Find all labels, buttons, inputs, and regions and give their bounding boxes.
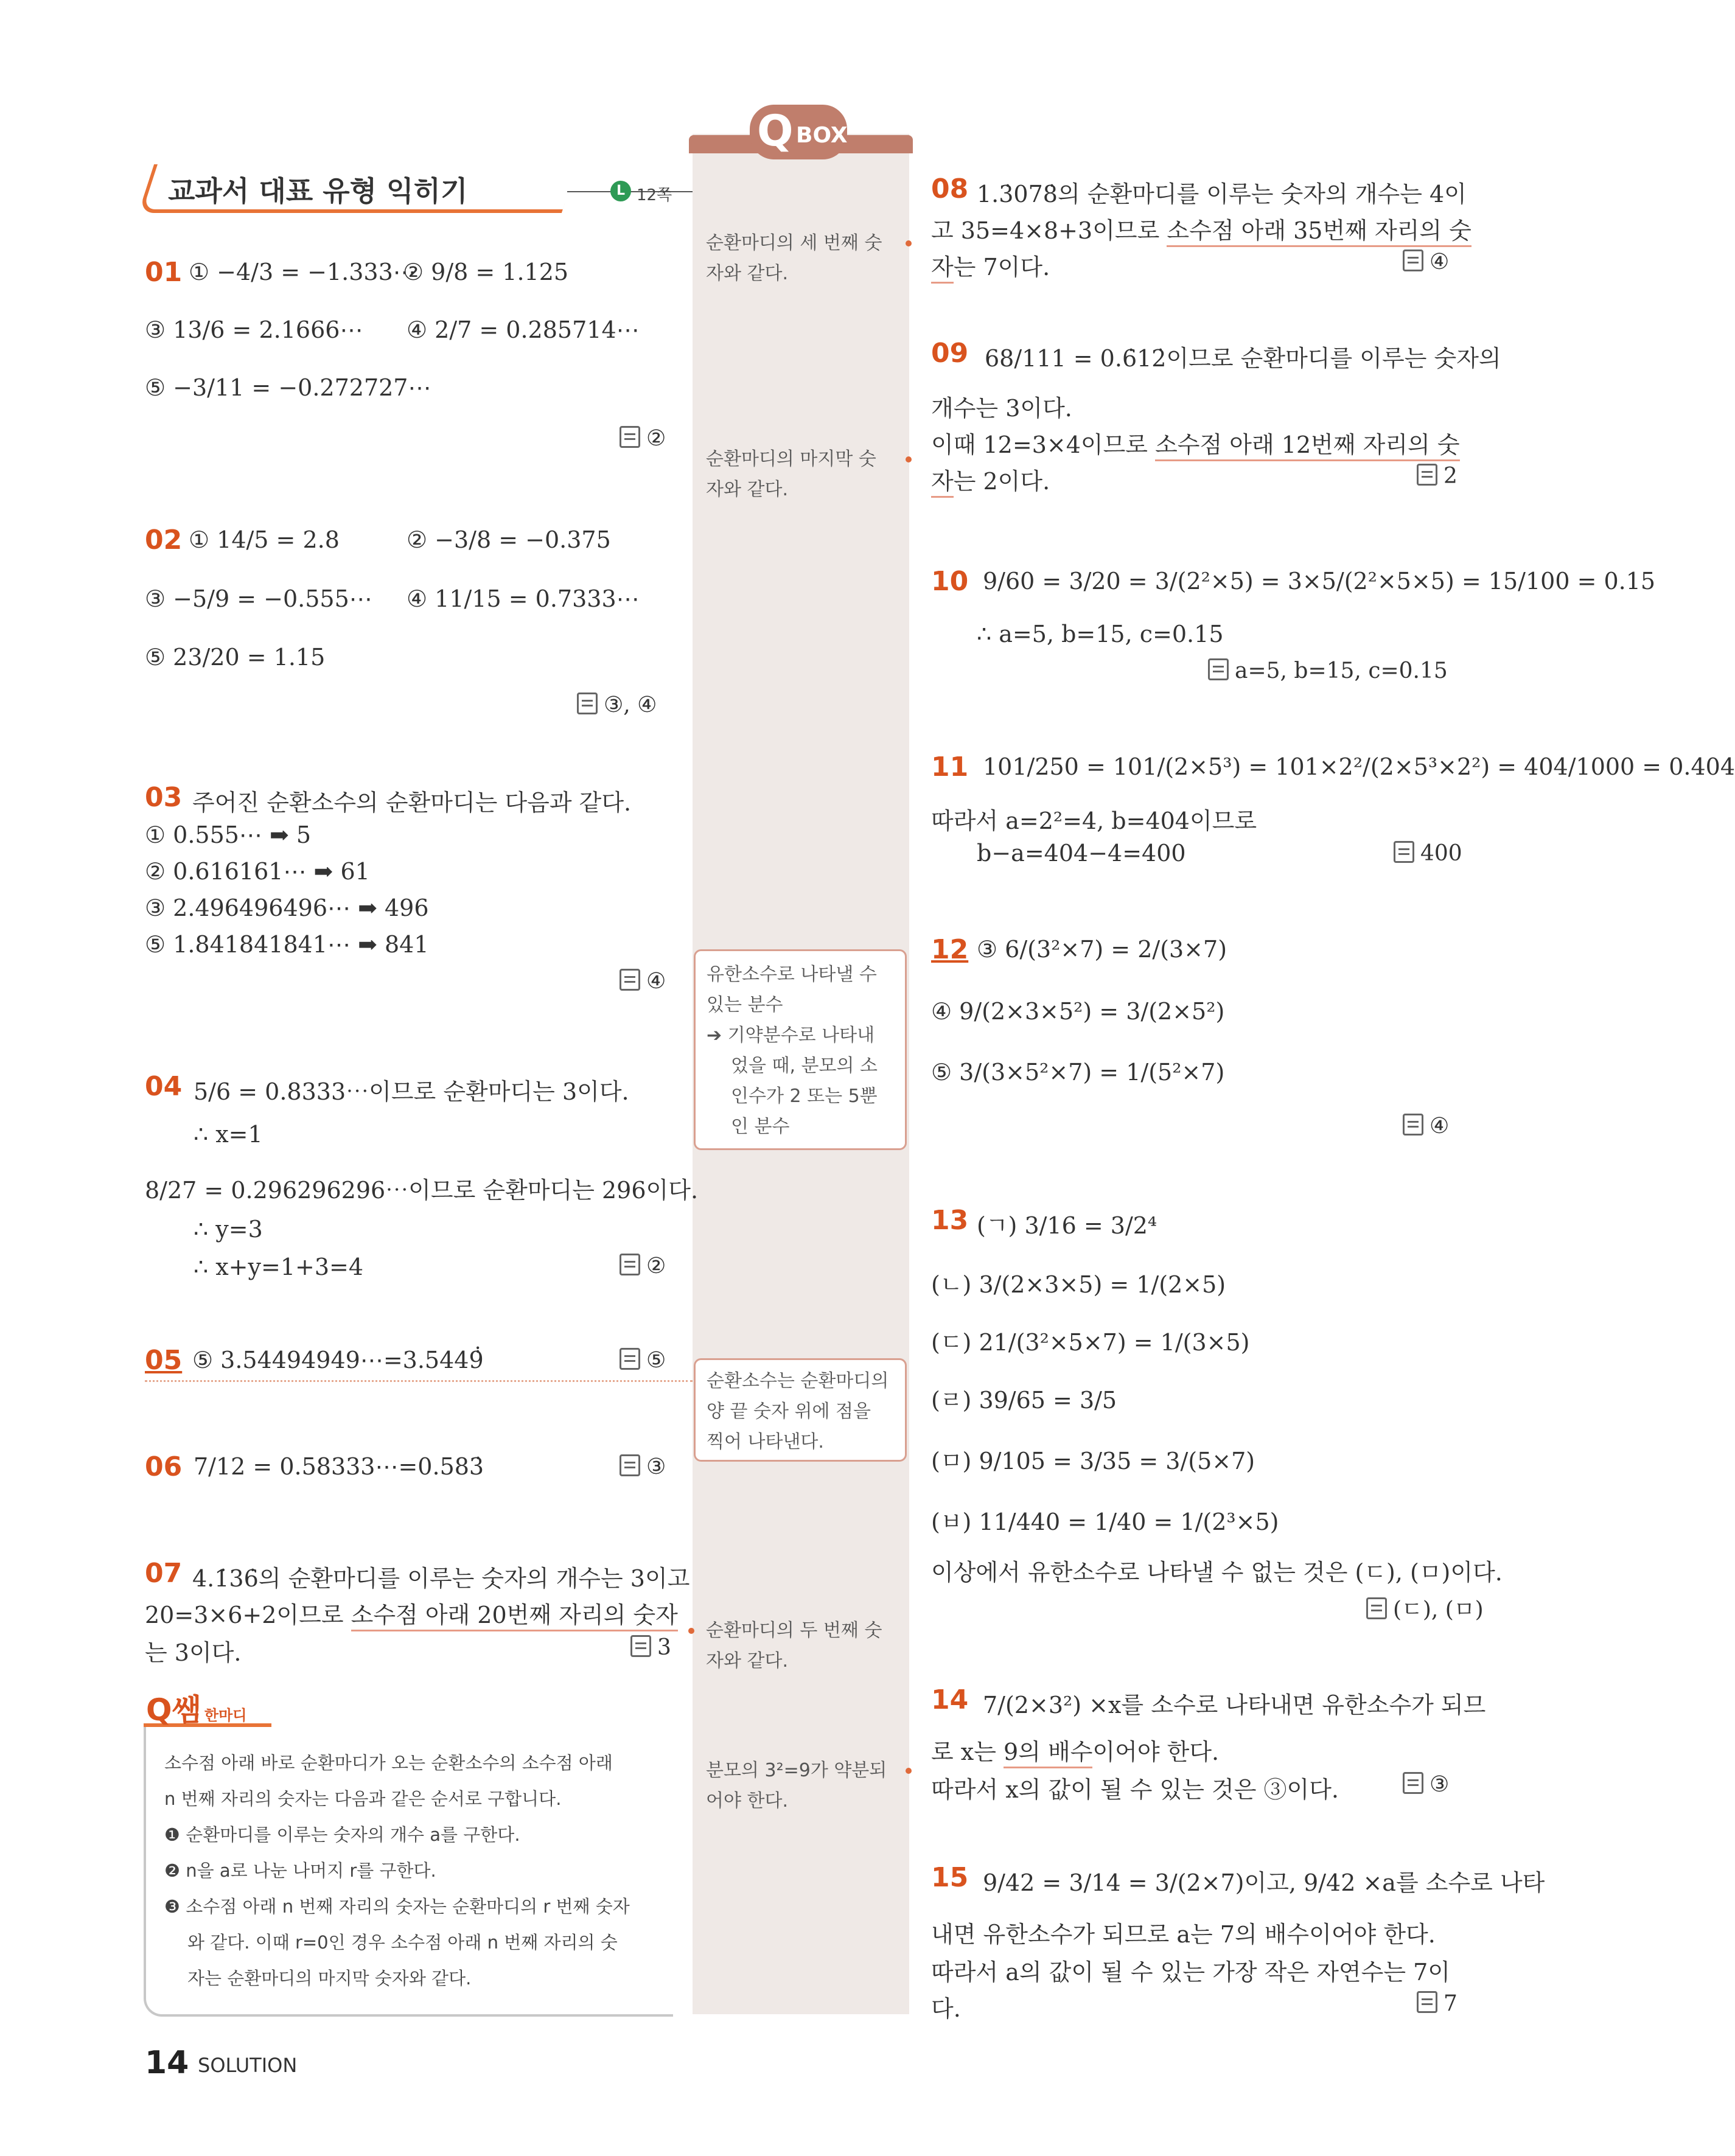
problem-line: 고 35=4×8+3이므로 소수점 아래 35번째 자리의 숫	[931, 212, 1471, 245]
page-ref: 12쪽	[637, 186, 672, 204]
footer-label: SOLUTION	[198, 2054, 298, 2077]
leader-dot	[906, 1768, 912, 1774]
problem-number: 04	[145, 1071, 183, 1102]
problem-number: 02	[145, 525, 183, 556]
problem-line: 7/12 = 0.58333⋯=0.583̇	[194, 1453, 484, 1480]
answer: ④	[620, 969, 666, 994]
answer: ⑤	[620, 1348, 666, 1373]
answer: 400	[1394, 841, 1462, 866]
problem-number: 09	[931, 338, 969, 369]
leader-dot	[906, 240, 912, 246]
problem-line: 이상에서 유한소수로 나타낼 수 없는 것은 (ㄷ), (ㅁ)이다.	[931, 1559, 1503, 1586]
problem-line: 20=3×6+2이므로 소수점 아래 20번째 자리의 숫자	[145, 1596, 678, 1630]
problem-line: ∴ y=3	[194, 1216, 263, 1243]
section-title: 교과서 대표 유형 익히기	[168, 175, 468, 208]
qbox-note-1: 순환마디의 세 번째 숫 자와 같다.	[706, 232, 882, 284]
problem-line: (ㄴ) 3/(2×3×5) = 1/(2×5)	[931, 1271, 1226, 1298]
problem-line: 주어진 순환소수의 순환마디는 다음과 같다.	[192, 789, 632, 816]
problem-number: 14	[931, 1684, 969, 1715]
qbox-note-5: 순환마디의 두 번째 숫 자와 같다.	[706, 1620, 882, 1672]
problem-line: ① 0.555⋯ ➡ 5	[145, 822, 312, 848]
problem-line: 9/42 = 3/14 = 3/(2×7)이고, 9/42 ×a를 소수로 나타	[983, 1869, 1545, 1896]
problem-line: ④ 2/7 = 0.285714⋯	[407, 316, 640, 343]
answer: ③, ④	[577, 693, 657, 717]
problem-line: 5/6 = 0.8333⋯이므로 순환마디는 3이다.	[194, 1078, 629, 1105]
problem-line: ③ −5/9 = −0.555⋯	[145, 585, 372, 612]
answer: ④	[1403, 249, 1449, 274]
page-number: 14	[145, 2045, 189, 2081]
problem-line: 7/(2×3²) ×x를 소수로 나타내면 유한소수가 되므	[983, 1692, 1486, 1718]
problem-number: 13	[931, 1205, 969, 1236]
problem-line: 4.1̇36̇의 순환마디를 이루는 숫자의 개수는 3이고	[192, 1565, 690, 1592]
problem-line: ⑤ 3/(3×5²×7) = 1/(5²×7)	[931, 1059, 1225, 1086]
problem-number: 11	[931, 752, 969, 783]
qbox-note-6: 분모의 3²=9가 약분되 어야 한다.	[706, 1760, 887, 1812]
problem-number: 07	[145, 1558, 183, 1589]
problem-line: (ㄱ) 3/16 = 3/2⁴	[977, 1212, 1157, 1239]
problem-line: ③ 2.496496496⋯ ➡ 496	[145, 895, 429, 921]
answer: a=5, b=15, c=0.15	[1208, 658, 1448, 683]
problem-number: 10	[931, 566, 969, 597]
problem-line: ③ 6/(3²×7) = 2/(3×7)	[977, 936, 1227, 963]
problem-line: 1.3̇078̇의 순환마디를 이루는 숫자의 개수는 4이	[977, 181, 1467, 208]
problem-number: 08	[931, 173, 969, 204]
answer: ②	[620, 1254, 666, 1279]
problem-number: 12	[931, 934, 969, 965]
problem-number: 15	[931, 1862, 969, 1893]
answer: 2	[1417, 464, 1457, 489]
problem-line: ⑤ 3.54494949⋯=3.5449̇̇	[192, 1347, 484, 1373]
answer: 7	[1417, 1991, 1457, 2016]
problem-line: 자는 2이다.	[931, 462, 1050, 496]
problem-line: ② −3/8 = −0.375	[407, 526, 611, 553]
problem-line: ∴ a=5, b=15, c=0.15	[977, 621, 1224, 647]
problem-line: 68/111 = 0.6̇12̇이므로 순환마디를 이루는 숫자의	[985, 345, 1501, 372]
problem-number: 06	[145, 1451, 183, 1482]
problem-line: 자는 7이다.	[931, 248, 1050, 282]
qbox-badge: Q BOX	[750, 105, 847, 159]
problem-line: 따라서 a의 값이 될 수 있는 가장 작은 자연수는 7이	[931, 1959, 1450, 1986]
problem-line: 로 x는 9의 배수이어야 한다.	[931, 1733, 1219, 1767]
problem-line: (ㅂ) 11/440 = 1/40 = 1/(2³×5)	[931, 1509, 1279, 1535]
problem-line: (ㄹ) 39/65 = 3/5	[931, 1387, 1117, 1414]
problem-line: 따라서 x의 값이 될 수 있는 것은 ③이다.	[931, 1776, 1339, 1803]
problem-line: 개수는 3이다.	[931, 395, 1072, 422]
answer: ④	[1403, 1114, 1449, 1139]
leader-dot	[906, 456, 912, 462]
tip-badge: Q쌤 한마디	[146, 1692, 247, 1728]
leader-dot	[688, 1628, 694, 1634]
problem-line: ⑤ 1.841841841⋯ ➡ 841	[145, 931, 429, 958]
problem-line: b−a=404−4=400	[977, 840, 1186, 867]
problem-line: 8/27 = 0.296296296⋯이므로 순환마디는 296이다.	[145, 1177, 699, 1204]
answer: ②	[620, 426, 666, 451]
problem-line: ④ 9/(2×3×5²) = 3/(2×5²)	[931, 998, 1225, 1025]
problem-line: ③ 13/6 = 2.1666⋯	[145, 316, 363, 343]
problem-line: ④ 11/15 = 0.7333⋯	[407, 585, 640, 612]
problem-line: ∴ x=1	[194, 1121, 263, 1148]
problem-number: 03	[145, 782, 183, 813]
qbox-note-2: 순환마디의 마지막 숫 자와 같다.	[706, 448, 876, 500]
dotted-leader	[145, 1380, 693, 1382]
qbox-note-4: 순환소수는 순환마디의 양 끝 숫자 위에 점을 찍어 나타낸다.	[694, 1358, 907, 1462]
answer: (ㄷ), (ㅁ)	[1366, 1593, 1484, 1624]
problem-line: ∴ x+y=1+3=4	[194, 1254, 364, 1280]
problem-line: 따라서 a=2²=4, b=404이므로	[931, 808, 1257, 834]
problem-number: 01	[145, 257, 183, 288]
problem-line: 내면 유한소수가 되므로 a는 7의 배수이어야 한다.	[931, 1921, 1436, 1948]
problem-line: ① 14/5 = 2.8	[189, 526, 340, 553]
problem-line: (ㄷ) 21/(3²×5×7) = 1/(3×5)	[931, 1329, 1250, 1356]
problem-line: ② 0.616161⋯ ➡ 61	[145, 858, 370, 885]
problem-line: 이때 12=3×4이므로 소수점 아래 12번째 자리의 숫	[931, 426, 1460, 459]
problem-line: ⑤ 23/20 = 1.15	[145, 644, 326, 671]
problem-line: 는 3이다.	[145, 1639, 242, 1666]
answer: ③	[1403, 1772, 1449, 1797]
problem-line: 9/60 = 3/20 = 3/(2²×5) = 3×5/(2²×5×5) = 15/100 = 0.15	[983, 568, 1656, 595]
qbox-note-3: 유한소수로 나타낼 수 있는 분수 ➔ 기약분수로 나타내 었을 때, 분모의 소 인수가 2 또는 5뿐 인 분수	[694, 949, 907, 1150]
problem-line: (ㅁ) 9/105 = 3/35 = 3/(5×7)	[931, 1448, 1255, 1474]
tip-text: 소수점 아래 바로 순환마디가 오는 순환소수의 소수점 아래 n 번째 자리의 숫자는 다음과 같은 순서로 구합니다. ❶ 순환마디를 이루는 숫자의 개수 a를 구한다. ❷ n을 a로 나눈 나머지 r를 구한다. ❸ 소수점 아래 n 번째 자리의 숫자는 순환마디의 r 번째 숫자 와 같다. 이때 r=0인 경우 소수점 아래 n 번째 자리의 숫 자는 순환마디의 마지막 숫자와 같다.	[164, 1753, 630, 1989]
problem-line: ① −4/3 = −1.333⋯	[189, 259, 416, 285]
problem-number: 05	[145, 1345, 183, 1376]
problem-line: ② 9/8 = 1.125	[403, 259, 569, 285]
answer: ③	[620, 1454, 666, 1479]
problem-line: 다.	[931, 1995, 961, 2022]
page-ref-badge: L	[610, 181, 631, 201]
answer: 3	[630, 1635, 671, 1660]
problem-line: ⑤ −3/11 = −0.272727⋯	[145, 374, 431, 401]
section-header	[141, 164, 677, 219]
problem-line: 101/250 = 101/(2×5³) = 101×2²/(2×5³×2²) = 404/1000 = 0.404	[983, 753, 1735, 780]
